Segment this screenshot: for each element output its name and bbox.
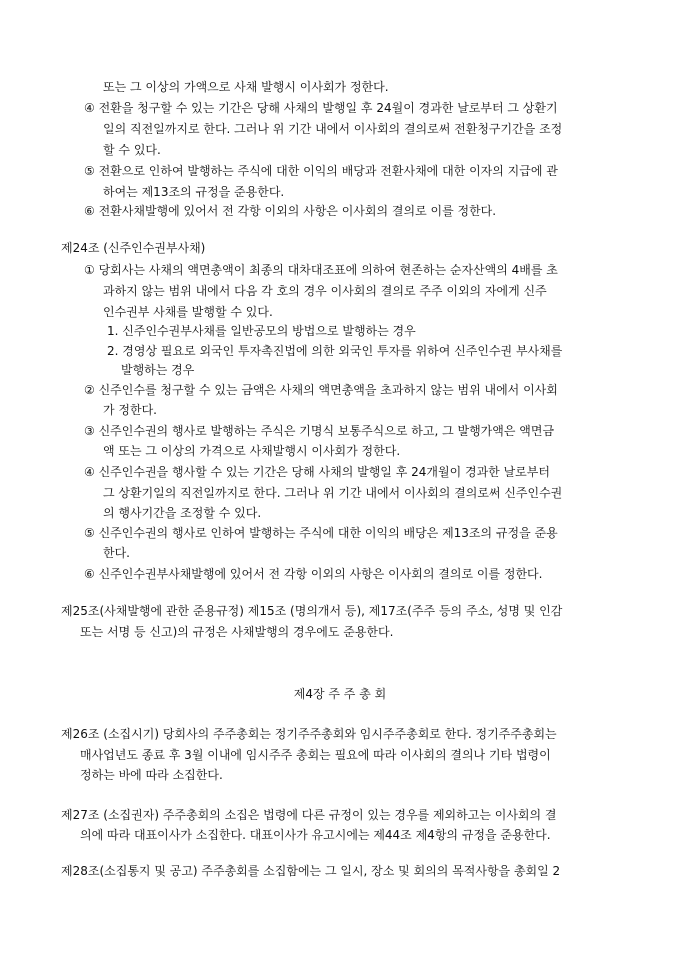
art26-line1: 제26조 (소집시기) 당회사의 주주총회는 정기주주총회와 임시주주총회로 한다. 정기주주총회는 — [61, 727, 557, 741]
art24-clause2-line1: ② 신주인수를 청구할 수 있는 금액은 사채의 액면총액을 초과하지 않는 범위 내에서 이사회 — [84, 383, 558, 397]
art25-line1: 제25조(사채발행에 관한 준용규정) 제15조 (명의개서 등), 제17조(주주 등의 주소, 성명 및 인감 — [61, 604, 563, 618]
art24-clause2-line2: 가 정한다. — [103, 403, 157, 417]
art24-clause1-line2: 과하지 않는 범위 내에서 다음 각 호의 경우 이사회의 결의로 주주 이외의 자에게 신주 — [103, 284, 547, 298]
art26-line3: 정하는 바에 따라 소집한다. — [80, 768, 223, 782]
art23-clause3-line1: 또는 그 이상의 가액으로 사채 발행시 이사회가 정한다. — [103, 80, 389, 94]
art24-clause5-line1: ⑤ 신주인수권의 행사로 인하여 발행하는 주식에 대한 이익의 배당은 제13조의 규정을 준용 — [84, 526, 558, 540]
art24-item2-line2: 발행하는 경우 — [121, 363, 195, 377]
art25-line2: 또는 서명 등 신고)의 규정은 사채발행의 경우에도 준용한다. — [80, 625, 394, 639]
art27-line1: 제27조 (소집권자) 주주총회의 소집은 법령에 다른 규정이 있는 경우를 제외하고는 이사회의 결 — [61, 808, 557, 822]
art24-clause3-line2: 액 또는 그 이상의 가격으로 사채발행시 이사회가 정한다. — [103, 444, 401, 458]
art23-clause5-line1: ⑤ 전환으로 인하여 발행하는 주식에 대한 이익의 배당과 전환사채에 대한 이자의 지급에 관 — [84, 164, 558, 178]
art23-clause4-line2: 일의 직전일까지로 한다. 그러나 위 기간 내에서 이사회의 결의로써 전환청구기간을 조정 — [103, 122, 563, 136]
art23-clause4-line1: ④ 전환을 청구할 수 있는 기간은 당해 사채의 발행일 후 24월이 경과한 날로부터 그 상환기 — [84, 101, 558, 115]
art24-clause6-line1: ⑥ 신주인수권부사채발행에 있어서 전 각항 이외의 사항은 이사회의 결의로 이를 정한다. — [84, 567, 543, 581]
art24-clause4-line2: 그 상환기일의 직전일까지로 한다. 그러나 위 기간 내에서 이사회의 결의로써 신주인수권 — [103, 486, 563, 500]
art24-clause4-line1: ④ 신주인수권을 행사할 수 있는 기간은 당해 사채의 발행일 후 24개월이 경과한 날로부터 — [84, 465, 550, 479]
art24-clause3-line1: ③ 신주인수권의 행사로 발행하는 주식은 기명식 보통주식으로 하고, 그 발행가액은 액면금 — [84, 424, 555, 438]
art24-clause1-line1: ① 당회사는 사채의 액면총액이 최종의 대차대조표에 의하여 현존하는 순자산액의 4배를 초 — [84, 263, 558, 277]
art26-line2: 매사업년도 종료 후 3월 이내에 임시주주 총회는 필요에 따라 이사회의 결의나 기타 법령이 — [80, 748, 551, 762]
art24-title: 제24조 (신주인수권부사채) — [61, 241, 206, 255]
art24-item1: 1. 신주인수권부사채를 일반공모의 방법으로 발행하는 경우 — [107, 324, 416, 338]
art27-line2: 의에 따라 대표이사가 소집한다. 대표이사가 유고시에는 제44조 제4항의 규정을 준용한다. — [80, 828, 551, 842]
art28-line1: 제28조(소집통지 및 공고) 주주총회를 소집함에는 그 일시, 장소 및 회의의 목적사항을 총회일 2 — [61, 864, 561, 878]
art24-clause1-line3: 인수권부 사채를 발행할 수 있다. — [103, 305, 273, 319]
art23-clause5-line2: 하여는 제13조의 규정을 준용한다. — [103, 185, 285, 199]
art23-clause4-line3: 할 수 있다. — [103, 143, 161, 157]
art23-clause6-line1: ⑥ 전환사채발행에 있어서 전 각항 이외의 사항은 이사회의 결의로 이를 정한다. — [84, 204, 497, 218]
art24-clause4-line3: 의 행사기간을 조정할 수 있다. — [103, 506, 262, 520]
art24-clause5-line2: 한다. — [103, 546, 130, 560]
art24-item2-line1: 2. 경영상 필요로 외국인 투자촉진법에 의한 외국인 투자를 위하여 신주인수권 부사채를 — [107, 344, 563, 358]
chapter-heading: 제4장 주 주 총 회 — [293, 687, 387, 701]
